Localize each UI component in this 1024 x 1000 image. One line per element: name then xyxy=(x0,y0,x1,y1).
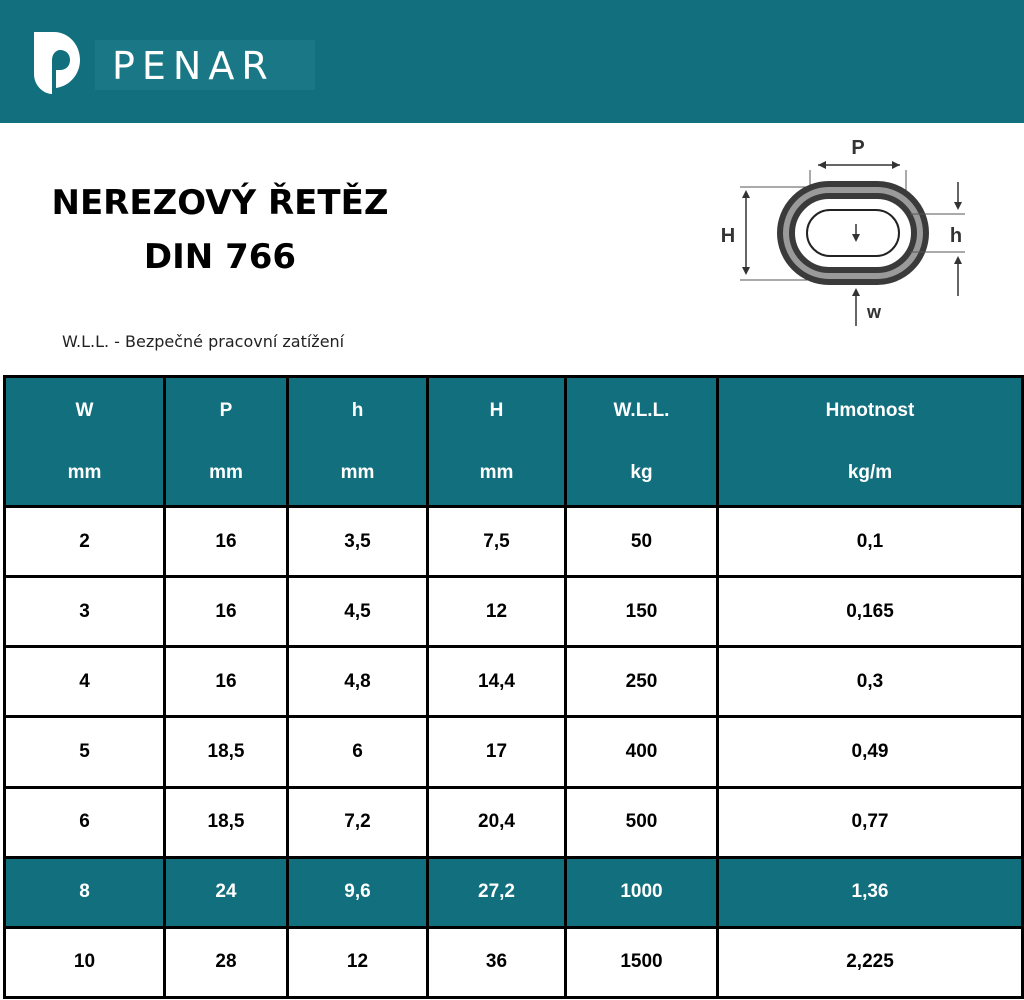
label-w: w xyxy=(866,302,882,322)
table-row xyxy=(5,787,1023,857)
table-row xyxy=(5,507,1023,577)
table-cell: 0,165 xyxy=(718,577,1023,647)
table-row xyxy=(5,577,1023,647)
table-cell: 6 xyxy=(5,787,165,857)
col-unit: mm xyxy=(67,461,102,483)
table-cell: 2 xyxy=(5,507,165,577)
penar-logo-icon xyxy=(30,28,82,98)
table-cell: 8 xyxy=(5,857,165,927)
table-cell: 7,5 xyxy=(428,507,566,577)
table-cell: 4,8 xyxy=(288,647,428,717)
col-unit: mm xyxy=(209,461,243,483)
table-cell: 20,4 xyxy=(428,787,566,857)
col-header-w xyxy=(5,377,165,507)
table-cell: 150 xyxy=(566,577,718,647)
chain-link-diagram xyxy=(710,130,980,330)
brand-name: PENAR xyxy=(112,44,275,88)
col-label: Hmotnost xyxy=(825,399,915,421)
col-unit: mm xyxy=(340,461,375,483)
col-label: P xyxy=(219,399,233,421)
table-row-highlighted xyxy=(5,857,1023,927)
table-cell: 50 xyxy=(566,507,718,577)
table-cell: 2,225 xyxy=(718,927,1023,997)
table-cell: 28 xyxy=(165,927,288,997)
title-line-2: DIN 766 xyxy=(143,237,297,277)
wll-note: W.L.L. - Bezpečné pracovní zatížení xyxy=(62,332,345,351)
col-unit: mm xyxy=(479,461,514,483)
table-cell: 0,77 xyxy=(718,787,1023,857)
table-cell: 1500 xyxy=(566,927,718,997)
table-cell: 6 xyxy=(288,717,428,787)
label-p: P xyxy=(851,137,865,159)
table-cell: 14,4 xyxy=(428,647,566,717)
col-header-wll xyxy=(566,377,718,507)
table-cell: 18,5 xyxy=(165,787,288,857)
table-cell: 17 xyxy=(428,717,566,787)
label-h-lower: h xyxy=(949,225,963,247)
col-header-h-large xyxy=(428,377,566,507)
table-cell: 7,2 xyxy=(288,787,428,857)
col-label: h xyxy=(351,399,364,421)
col-unit: kg xyxy=(630,461,653,483)
col-header-h-small xyxy=(288,377,428,507)
table-cell: 400 xyxy=(566,717,718,787)
table-cell: 9,6 xyxy=(288,857,428,927)
table-cell: 0,3 xyxy=(718,647,1023,717)
table-cell: 16 xyxy=(165,577,288,647)
header-bar xyxy=(0,0,1024,123)
title-line-1: NEREZOVÝ ŘETĚZ xyxy=(51,183,389,223)
table-cell: 27,2 xyxy=(428,857,566,927)
table-cell: 3,5 xyxy=(288,507,428,577)
table-cell: 10 xyxy=(5,927,165,997)
table-cell: 1000 xyxy=(566,857,718,927)
col-label: W.L.L. xyxy=(613,399,670,421)
col-label: H xyxy=(489,399,504,421)
table-cell: 12 xyxy=(288,927,428,997)
table-cell: 4,5 xyxy=(288,577,428,647)
table-cell: 12 xyxy=(428,577,566,647)
table-row xyxy=(5,717,1023,787)
col-unit: kg/m xyxy=(847,461,893,483)
col-header-weight xyxy=(718,377,1023,507)
page-title xyxy=(20,176,420,284)
table-cell: 24 xyxy=(165,857,288,927)
table-cell: 250 xyxy=(566,647,718,717)
table-header-row xyxy=(5,377,1023,507)
col-header-p xyxy=(165,377,288,507)
table-row xyxy=(5,927,1023,997)
spec-table xyxy=(3,375,1024,999)
label-h-upper: H xyxy=(720,225,736,247)
table-cell: 18,5 xyxy=(165,717,288,787)
table-cell: 3 xyxy=(5,577,165,647)
table-cell: 4 xyxy=(5,647,165,717)
table-cell: 16 xyxy=(165,507,288,577)
table-cell: 5 xyxy=(5,717,165,787)
table-cell: 500 xyxy=(566,787,718,857)
table-cell: 0,49 xyxy=(718,717,1023,787)
col-label: W xyxy=(75,399,94,421)
table-row xyxy=(5,647,1023,717)
table-cell: 0,1 xyxy=(718,507,1023,577)
table-cell: 16 xyxy=(165,647,288,717)
table-cell: 1,36 xyxy=(718,857,1023,927)
table-cell: 36 xyxy=(428,927,566,997)
